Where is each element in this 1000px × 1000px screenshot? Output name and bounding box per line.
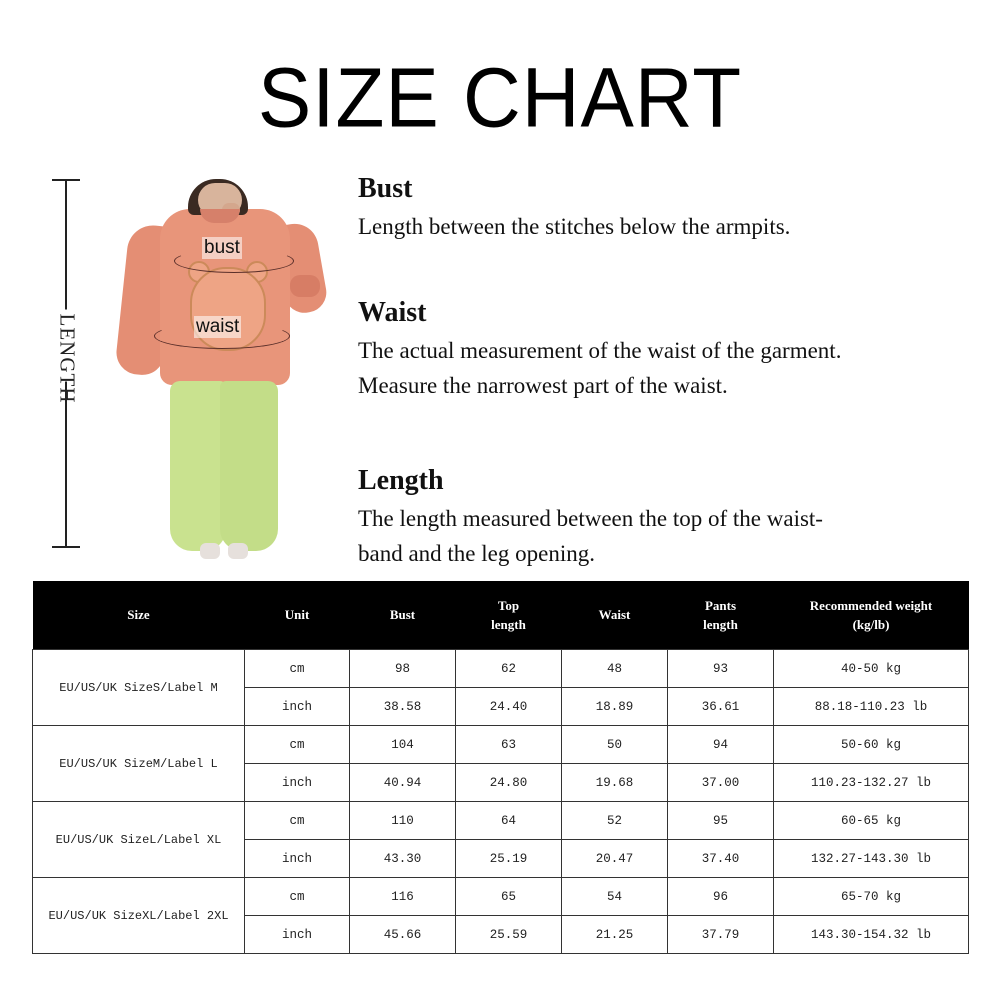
waist-cell: 54 [562,878,668,916]
unit-cell: inch [245,688,350,726]
bust-description [358,174,988,244]
pants-length-cell: 37.40 [668,840,774,878]
size-cell: EU/US/UK SizeM/Label L [33,726,245,802]
weight-cell: 88.18-110.23 lb [774,688,969,726]
unit-cell: inch [245,916,350,954]
pants-length-cell: 96 [668,878,774,916]
waist-text-line: The actual measurement of the waist of the garment. [358,337,842,363]
top-length-cell: 63 [456,726,562,764]
pants-length-cell: 94 [668,726,774,764]
waist-text [358,333,988,404]
header-line: length [703,617,738,632]
weight-cell: 143.30-154.32 lb [774,916,969,954]
bust-cell: 45.66 [350,916,456,954]
header-line: Top [497,597,520,613]
bust-heading: Bust [358,173,413,204]
bust-cell: 104 [350,726,456,764]
length-text [358,501,988,572]
unit-cell: cm [245,802,350,840]
length-heading: Length [358,465,444,496]
top-length-cell: 62 [456,650,562,688]
size-cell: EU/US/UK SizeL/Label XL [33,802,245,878]
unit-cell: cm [245,726,350,764]
bust-text: Length between the stitches below the armpits. [358,213,791,239]
top-length-cell: 25.19 [456,840,562,878]
waist-description [358,298,988,404]
waist-cell: 20.47 [562,840,668,878]
ruler-bottom-tick [52,546,80,548]
table-row [33,802,969,840]
pants-length-cell: 36.61 [668,688,774,726]
page-title: SIZE CHART [257,50,743,145]
waist-heading: Waist [358,297,427,328]
top-length-cell: 25.59 [456,916,562,954]
length-text-line: band and the leg opening. [358,541,595,567]
left-pant-leg [170,381,226,551]
size-cell: EU/US/UK SizeXL/Label 2XL [33,878,245,954]
waist-cell: 19.68 [562,764,668,802]
header-weight [774,581,969,650]
weight-cell: 60-65 kg [774,802,969,840]
bust-cell: 38.58 [350,688,456,726]
header-line: Pants [704,597,737,613]
left-ankle [200,543,220,559]
size-cell: EU/US/UK SizeS/Label M [33,650,245,726]
weight-cell: 50-60 kg [774,726,969,764]
bust-cell: 116 [350,878,456,916]
table-row [33,878,969,916]
ruler-label: LENGTH [55,310,80,382]
top-length-cell: 64 [456,802,562,840]
header-line: (kg/lb) [852,617,890,632]
right-ankle [228,543,248,559]
header-line: Recommended weight [809,597,933,613]
header-size: Size [33,581,245,650]
waist-cell: 48 [562,650,668,688]
table-header-row [33,581,969,650]
pants-length-cell: 37.79 [668,916,774,954]
unit-cell: inch [245,764,350,802]
waist-text-line: Measure the narrowest part of the waist. [358,373,728,399]
garment-illustration [110,175,330,565]
header-line: length [491,617,526,632]
bust-cell: 98 [350,650,456,688]
bust-cell: 40.94 [350,764,456,802]
top-length-cell: 24.40 [456,688,562,726]
unit-cell: inch [245,840,350,878]
bust-cell: 43.30 [350,840,456,878]
length-description [358,466,988,572]
length-text-line: The length measured between the top of the waist- [358,505,823,531]
unit-cell: cm [245,650,350,688]
header-pants-length [668,581,774,650]
length-ruler [52,179,82,548]
waist-cell: 21.25 [562,916,668,954]
waist-cell: 52 [562,802,668,840]
top-length-cell: 65 [456,878,562,916]
waist-cell: 18.89 [562,688,668,726]
bust-tag: bust [204,237,240,258]
header-waist: Waist [562,581,668,650]
size-table [32,581,968,954]
pants-length-cell: 95 [668,802,774,840]
top-length-cell: 24.80 [456,764,562,802]
weight-cell: 65-70 kg [774,878,969,916]
header-bust: Bust [350,581,456,650]
unit-cell: cm [245,878,350,916]
weight-cell: 40-50 kg [774,650,969,688]
header-unit: Unit [245,581,350,650]
waist-cell: 50 [562,726,668,764]
right-pant-leg [220,381,278,551]
table-row [33,650,969,688]
pants-length-cell: 93 [668,650,774,688]
right-cuff [290,275,320,297]
table-row [33,726,969,764]
weight-cell: 132.27-143.30 lb [774,840,969,878]
bust-cell: 110 [350,802,456,840]
waist-tag: waist [196,316,240,337]
weight-cell: 110.23-132.27 lb [774,764,969,802]
pants-length-cell: 37.00 [668,764,774,802]
header-top-length [456,581,562,650]
